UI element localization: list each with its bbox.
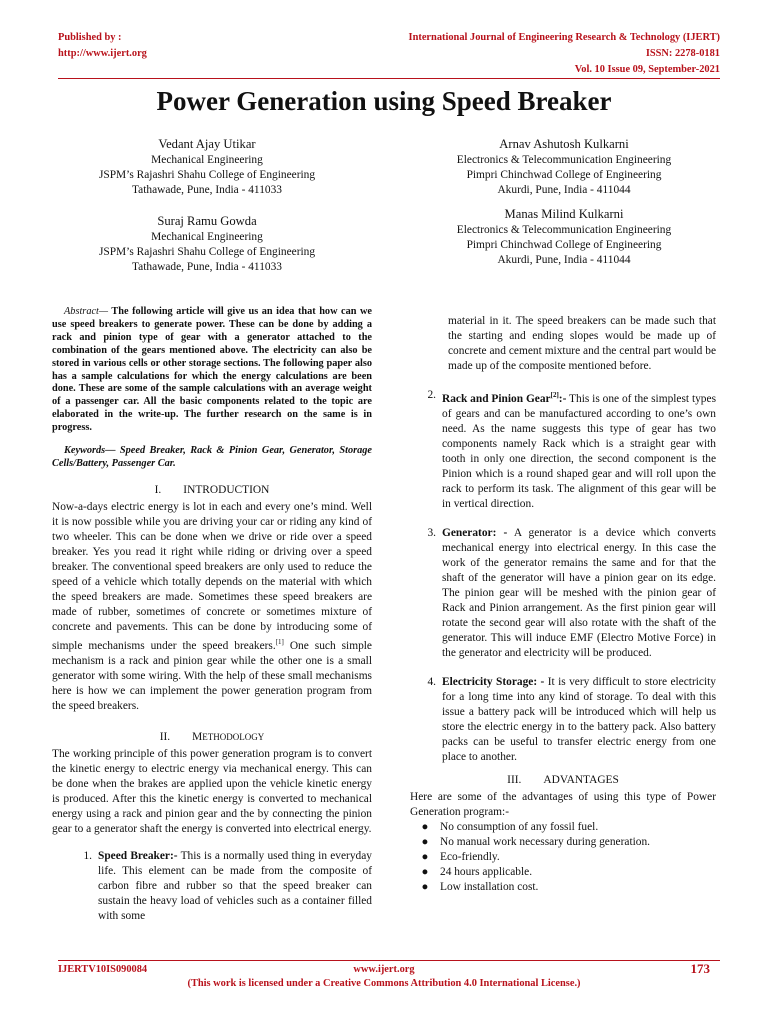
section-title: ADVANTAGES bbox=[543, 773, 619, 786]
section-number: II. bbox=[159, 730, 171, 743]
citation-ref: [2] bbox=[550, 391, 559, 399]
bullet-text: Eco-friendly. bbox=[440, 850, 500, 863]
intro-text-1: Now-a-days electric energy is lot in each and every one’s mind. Well it is now possible while you are driving your car or riding any kind of two wheeler. This can be done when we drive or ride over a speed breaker. Yes you read it right while riding or driving over a speed breaker. The conventional speed breakers are only used to reduce the speed of a vehicle which totally depends on the material with which the speed breakers are made. Sometimes these speed breakers are made of rubber, sometimes of concrete or sometimes mixture of concrete and pavements. This can be done by introducing some of simple mechanisms under the speed breakers. bbox=[52, 500, 372, 652]
author-name: Manas Milind Kulkarni bbox=[504, 207, 624, 221]
section-number: III. bbox=[507, 773, 522, 786]
author-block-1 bbox=[52, 136, 362, 198]
section-heading-advantages bbox=[410, 773, 716, 788]
list-text bbox=[442, 675, 716, 765]
section-heading-methodology bbox=[52, 730, 372, 745]
list-number: 1. bbox=[83, 849, 92, 862]
bullet-icon: ● bbox=[421, 880, 429, 893]
right-column bbox=[410, 314, 716, 895]
author-dept: Electronics & Telecommunication Engineering bbox=[456, 154, 672, 166]
author-block-4 bbox=[406, 206, 722, 268]
bullet-icon: ● bbox=[421, 850, 429, 863]
advantages-list bbox=[410, 820, 716, 895]
author-college: Pimpri Chinchwad College of Engineering bbox=[466, 239, 662, 251]
item-label: Electricity Storage: - bbox=[442, 675, 545, 688]
author-block-3 bbox=[406, 136, 722, 198]
section-number: I. bbox=[154, 483, 162, 496]
author-dept: Mechanical Engineering bbox=[151, 154, 263, 166]
volume-issue: Vol. 10 Issue 09, September-2021 bbox=[574, 64, 720, 75]
list-item bbox=[410, 526, 716, 661]
list-number: 2. bbox=[427, 389, 436, 401]
author-college: JSPM’s Rajashri Shahu College of Engineering bbox=[98, 169, 316, 181]
section-title-initial: M bbox=[192, 730, 203, 743]
page-number: 173 bbox=[690, 961, 710, 976]
section-heading-introduction bbox=[52, 483, 372, 498]
bullet-icon: ● bbox=[421, 865, 429, 878]
list-item-continuation: material in it. The speed breakers can be made such that the starting and ending slopes would be made up of concrete and cement mixture and the central part would be made up of the composite mentioned before. bbox=[448, 315, 716, 372]
list-text bbox=[442, 388, 716, 512]
section-title: INTRODUCTION bbox=[183, 483, 270, 496]
list-item bbox=[410, 675, 716, 765]
list-number: 3. bbox=[427, 526, 436, 539]
footer-url-link[interactable]: www.ijert.org bbox=[353, 964, 415, 975]
advantages-intro: Here are some of the advantages of using this type of Power Generation program:- bbox=[410, 790, 716, 818]
list-text bbox=[98, 849, 372, 924]
section-title-rest: ETHODOLOGY bbox=[202, 731, 265, 742]
journal-name: International Journal of Engineering Research & Technology (IJERT) bbox=[408, 32, 720, 43]
abstract bbox=[52, 306, 372, 435]
header-publisher bbox=[58, 30, 147, 62]
header-divider bbox=[58, 78, 720, 79]
list-text bbox=[442, 526, 716, 661]
author-college: JSPM’s Rajashri Shahu College of Engineering bbox=[98, 246, 316, 258]
license-note: (This work is licensed under a Creative Commons Attribution 4.0 International License.) bbox=[187, 978, 581, 989]
bullet-text: Low installation cost. bbox=[440, 880, 539, 893]
author-place: Tathawade, Pune, India - 411033 bbox=[132, 184, 282, 196]
bullet-text: No consumption of any fossil fuel. bbox=[440, 820, 599, 833]
methodology-paragraph: The working principle of this power generation program is to convert the kinetic energy to electric energy via mechanical energy. This can be done when the brakes are applied upon the vehicle kinetic energy is produced. After this the kinetic energy is converted to mechanical energy using a rack and pinion gear and the by connecting the pinion gear to a generator shaft the energy is converted into electrical energy. bbox=[52, 747, 372, 835]
item-body: This is one of the simplest types of gears and can be manufactured according to one’s own need. As the name suggests this type of gear has two components namely Rack which is a straight gear with tooth in only one direction, the second component is the Pinion which is a round shaped gear and will roll upon the rack to perform its task. The alignment of this gear will be in vertical direction. bbox=[442, 392, 716, 510]
item-label: Speed Breaker:- bbox=[98, 849, 178, 862]
item-label-tail: :- bbox=[558, 392, 567, 405]
item-body: It is very difficult to store electricity for a long time into any kind of storage. To deal with this issue a battery pack will be introduced which will help us store the electric energy in to the battery pack. Also battery packs can be useful to transfer electric energy from one place to another. bbox=[442, 675, 716, 763]
paper-title: Power Generation using Speed Breaker bbox=[156, 86, 612, 116]
author-college: Pimpri Chinchwad College of Engineering bbox=[466, 169, 662, 181]
paper-id: IJERTV10IS090084 bbox=[58, 964, 148, 975]
keywords-label: Keywords— bbox=[64, 445, 116, 457]
abstract-label: Abstract— bbox=[64, 306, 109, 317]
bullet-text: 24 hours applicable. bbox=[440, 865, 533, 878]
list-item bbox=[410, 820, 716, 835]
list-item bbox=[410, 835, 716, 850]
author-name: Vedant Ajay Utikar bbox=[158, 137, 256, 151]
item-label: Rack and Pinion Gear bbox=[442, 392, 551, 405]
list-item bbox=[410, 388, 716, 512]
author-block-2 bbox=[52, 213, 362, 275]
list-item bbox=[410, 880, 716, 895]
left-column bbox=[52, 306, 372, 924]
header-journal-info bbox=[409, 30, 720, 78]
bullet-icon: ● bbox=[421, 820, 429, 833]
author-dept: Mechanical Engineering bbox=[151, 231, 263, 243]
list-item bbox=[52, 849, 372, 924]
introduction-paragraph bbox=[52, 500, 372, 714]
intro-text-2: One such simple mechanism is a rack and pinion gear while the other one is a small generator with some wiring. With the help of these small mechanisms here is how we can implement the power generation program from the speed breakers. bbox=[52, 639, 372, 712]
list-item bbox=[410, 865, 716, 880]
keywords bbox=[52, 445, 372, 471]
list-item bbox=[410, 850, 716, 865]
abstract-text: The following article will give us an idea that how can we use speed breakers to generate power. These can be done by adding a rack and pinion type of gear with a generator attached to the combination of the gears mentioned above. The electricity can also be stored in various cells or other storage sections. The following paper also has a sample calculations for which the energy calculations are been done. These are some of the sample calculations with an average weight of a passenger car. All the basic components related to the topic are elaborated in the write-up. The further research on the same is in progress. bbox=[52, 306, 372, 434]
author-place: Akurdi, Pune, India - 411044 bbox=[497, 184, 631, 196]
item-label: Generator: - bbox=[442, 526, 508, 539]
journal-url-link[interactable]: http://www.ijert.org bbox=[58, 48, 147, 59]
list-number: 4. bbox=[427, 675, 436, 688]
author-place: Tathawade, Pune, India - 411033 bbox=[132, 261, 282, 273]
footer-divider bbox=[58, 960, 720, 961]
item-body: This is a normally used thing in everyday life. This element can be made from the composite of carbon fibre and rubber so that the speed breaker can sustain the heavy load of vehicles such as a container filled with some bbox=[98, 849, 372, 922]
keywords-text: Speed Breaker, Rack & Pinion Gear, Generator, Storage Cells/Battery, Passenger Car. bbox=[52, 445, 372, 469]
citation-ref: [1] bbox=[275, 637, 284, 646]
bullet-text: No manual work necessary during generation. bbox=[440, 835, 651, 848]
author-name: Arnav Ashutosh Kulkarni bbox=[499, 137, 629, 151]
author-place: Akurdi, Pune, India - 411044 bbox=[497, 254, 631, 266]
author-dept: Electronics & Telecommunication Engineering bbox=[456, 224, 672, 236]
issn: ISSN: 2278-0181 bbox=[645, 48, 720, 59]
published-by-label: Published by : bbox=[58, 32, 122, 43]
item-body: A generator is a device which converts mechanical energy into electrical energy. In this case the work of the generator remains the same and for that the shaft of the generator will have a pinion gear on its edge. The pinion gear will be meshed with the pinion gear of Rack and Pinion arrangement. As the first pinion gear will rotate the second gear will also rotate with the shaft of the generator. This will induce EMF (Electro Motive Force) in the generator and electricity will be produced. bbox=[442, 526, 716, 659]
author-name: Suraj Ramu Gowda bbox=[157, 214, 257, 228]
bullet-icon: ● bbox=[421, 835, 429, 848]
